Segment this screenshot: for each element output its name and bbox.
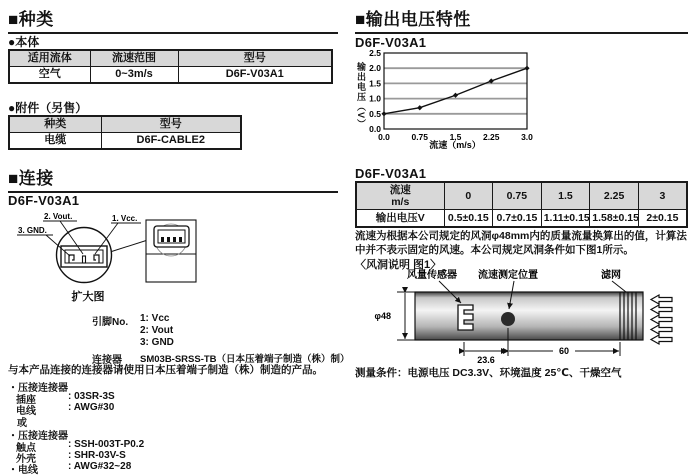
- wind-tunnel-diagram: [355, 268, 692, 364]
- measurement-conditions: 测量条件：电源电压 DC3.3V、环境温度 25℃、干燥空气: [355, 367, 622, 379]
- body-table-header-fluid: 适用流体: [9, 50, 90, 66]
- speed-col-3: 2.25: [590, 182, 639, 209]
- voltage-row-label: 输出电压V: [356, 209, 444, 227]
- voltage-2: 1.11±0.15: [541, 209, 590, 227]
- wire-label: 电线: [16, 406, 36, 417]
- pin1-label: 1. Vcc.: [112, 214, 138, 223]
- pin3-label: 3. GND.: [18, 226, 47, 235]
- crimp1-wire-row: [16, 402, 114, 417]
- body-table-cell-model: D6F-V03A1: [178, 66, 332, 83]
- chart-y-axis-title: 输出电压（V）: [356, 62, 366, 130]
- voltage-1: 0.7±0.15: [493, 209, 542, 227]
- wire-bullet-label: ・电线: [8, 465, 38, 475]
- subtitle-accessory: ●附件（另售）: [8, 101, 88, 115]
- svg-text:0.0: 0.0: [369, 124, 381, 134]
- pin-3: 3: GND: [140, 337, 174, 348]
- body-table-header-range: 流速范围: [90, 50, 178, 66]
- voltage-3: 1.58±0.15: [590, 209, 639, 227]
- accessory-table-header-model: 型号: [101, 116, 241, 132]
- table-row: [356, 209, 687, 227]
- socket-value: : 03SR-3S: [68, 391, 115, 402]
- speed-col-0: 0: [444, 182, 493, 209]
- contact-label: 触点: [16, 443, 36, 454]
- or-label: 或: [17, 418, 27, 429]
- socket-label: 插座: [16, 395, 36, 406]
- crimp1-title: ・压接连接器: [8, 383, 68, 394]
- speed-col-4: 3: [638, 182, 687, 209]
- svg-text:0.75: 0.75: [411, 132, 429, 142]
- svg-text:1.0: 1.0: [369, 93, 381, 104]
- pin-no-label: 引脚No.: [92, 317, 129, 328]
- accessory-table-header-type: 种类: [9, 116, 101, 132]
- output-voltage-chart: [355, 50, 537, 150]
- svg-text:2.0: 2.0: [369, 63, 381, 74]
- tunnel-body: [415, 292, 643, 340]
- wind-tunnel-figure-caption: 〈风洞说明 图1〉: [355, 259, 442, 271]
- pin-1: 1: Vcc: [140, 313, 170, 324]
- body-table-cell-range: 0~3m/s: [90, 66, 178, 83]
- contact-value: : SSH-003T-P0.2: [68, 439, 145, 450]
- connector-part-number: SM03B-SRSS-TB（日本压着端子制造（株）制）: [140, 354, 350, 365]
- accessory-table-cell-model: D6F-CABLE2: [101, 132, 241, 149]
- pin2-label: 2. Vout.: [44, 212, 73, 221]
- position-label: 流速测定位置: [478, 270, 538, 281]
- wire-awg-value: : AWG#32~28: [68, 461, 132, 472]
- filter-label: 滤网: [601, 270, 621, 281]
- table-row: [9, 132, 241, 149]
- voltage-4: 2±0.15: [638, 209, 687, 227]
- svg-text:1.5: 1.5: [369, 78, 381, 89]
- pin-2-row: [140, 325, 173, 336]
- connector-diagram: [8, 210, 220, 310]
- pin-3-row: [140, 337, 174, 348]
- chart-x-axis-title: 流速（m/s）: [429, 140, 481, 150]
- connection-model-label: D6F-V03A1: [8, 193, 80, 208]
- svg-text:0.5: 0.5: [369, 108, 381, 119]
- dim-60-label: 60: [558, 346, 570, 356]
- wire-value: : AWG#30: [68, 402, 115, 413]
- svg-text:1.5: 1.5: [449, 132, 462, 142]
- voltage-0: 0.5±0.15: [444, 209, 493, 227]
- housing-value: : SHR-03V-S: [68, 450, 126, 461]
- speed-col-1: 0.75: [493, 182, 542, 209]
- dim-236-label: 23.6: [477, 355, 495, 364]
- pin-2: 2: Vout: [140, 325, 174, 336]
- crimp2-title: ・压接连接器: [8, 431, 68, 442]
- flow-speed-note: 流速为根据本公司规定的风洞φ48mm内的质量流量换算出的值，计算法中并不表示固定的风速。本公司规定风洞条件如下图1所示。: [355, 230, 687, 256]
- measurement-point-icon: [501, 312, 515, 326]
- flow-sensor-icon: [458, 305, 473, 330]
- speed-col-2: 1.5: [541, 182, 590, 209]
- voltage-table-corner: 流速 m/s: [356, 182, 444, 209]
- table-model-label: D6F-V03A1: [355, 166, 427, 181]
- table-row: [9, 66, 332, 83]
- section-title-types: ■种类: [8, 5, 338, 34]
- pin2-glyph-icon: [83, 256, 86, 263]
- accessory-table-cell-type: 电缆: [9, 132, 101, 149]
- accessory-table: [8, 115, 242, 150]
- body-table-cell-fluid: 空气: [9, 66, 90, 83]
- body-table: [8, 49, 333, 84]
- connector-label: 连接器: [92, 355, 122, 366]
- svg-text:2.5: 2.5: [369, 50, 381, 58]
- enlarged-view-caption: 扩大图: [71, 291, 105, 303]
- housing-label: 外壳: [16, 454, 36, 465]
- svg-text:0.0: 0.0: [378, 132, 390, 142]
- diameter-dim-label: φ48: [374, 311, 391, 321]
- svg-text:2.25: 2.25: [482, 132, 500, 142]
- voltage-table: [355, 181, 688, 228]
- airflow-arrows-icon: [651, 295, 672, 344]
- section-title-output-voltage: ■输出电压特性: [355, 5, 688, 34]
- usage-note: 与本产品连接的连接器请使用日本压着端子制造（株）制造的产品。: [8, 364, 323, 376]
- body-table-header-model: 型号: [178, 50, 332, 66]
- wire-awg-row: [8, 461, 131, 475]
- svg-text:3.0: 3.0: [521, 132, 533, 142]
- subtitle-body: ●本体: [8, 35, 40, 49]
- chart-model-label: D6F-V03A1: [355, 35, 427, 50]
- sensor-label: 风量传感器: [407, 270, 457, 281]
- section-title-connection: ■连接: [8, 164, 338, 193]
